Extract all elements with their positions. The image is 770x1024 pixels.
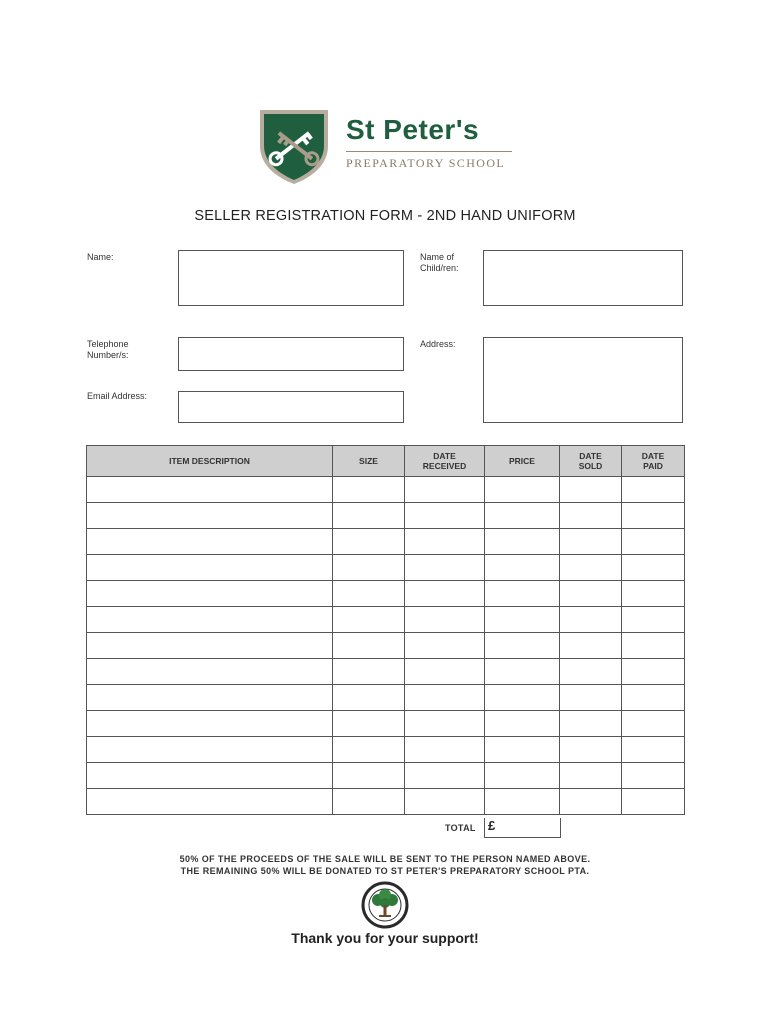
telephone-label [87, 339, 129, 361]
table-row [87, 659, 685, 685]
item-description-cell[interactable] [87, 529, 333, 555]
item-description-cell[interactable] [87, 633, 333, 659]
col-item-description: ITEM DESCRIPTION [87, 446, 333, 477]
size-cell[interactable] [333, 737, 405, 763]
price-cell[interactable] [485, 737, 560, 763]
size-cell[interactable] [333, 659, 405, 685]
children-label-line-2: Child/ren: [420, 263, 459, 273]
table-row [87, 529, 685, 555]
price-cell[interactable] [485, 763, 560, 789]
size-cell[interactable] [333, 607, 405, 633]
size-cell[interactable] [333, 711, 405, 737]
table-row [87, 503, 685, 529]
children-label [420, 252, 459, 274]
col-date-sold [560, 446, 622, 477]
date-received-cell[interactable] [405, 763, 485, 789]
size-cell[interactable] [333, 477, 405, 503]
table-row [87, 607, 685, 633]
total-currency-symbol: £ [488, 818, 496, 833]
col-date-paid [622, 446, 685, 477]
school-subtitle-wordmark: PREPARATORY SCHOOL [346, 156, 506, 170]
table-row [87, 581, 685, 607]
items-table [86, 445, 685, 815]
date-paid-cell[interactable] [622, 763, 685, 789]
date-received-cell[interactable] [405, 685, 485, 711]
date-paid-cell[interactable] [622, 581, 685, 607]
name-field[interactable] [178, 250, 404, 306]
item-description-cell[interactable] [87, 711, 333, 737]
date-sold-cell[interactable] [560, 581, 622, 607]
size-cell[interactable] [333, 789, 405, 815]
date-received-cell[interactable] [405, 503, 485, 529]
total-label: TOTAL [445, 823, 476, 833]
table-row [87, 789, 685, 815]
date-sold-cell[interactable] [560, 711, 622, 737]
col-date-paid-line-1: DATE [641, 451, 665, 461]
school-crest-logo [258, 108, 330, 186]
item-description-cell[interactable] [87, 607, 333, 633]
col-date-paid-line-2: PAID [643, 461, 663, 471]
form-title: SELLER REGISTRATION FORM - 2ND HAND UNIFORM [194, 208, 576, 224]
name-label: Name: [87, 252, 114, 262]
price-cell[interactable] [485, 789, 560, 815]
col-date-received-line-1: DATE [433, 451, 456, 461]
col-date-sold-line-2: SOLD [578, 461, 603, 471]
price-cell[interactable] [485, 503, 560, 529]
date-sold-cell[interactable] [560, 503, 622, 529]
date-paid-cell[interactable] [622, 711, 685, 737]
size-cell[interactable] [333, 529, 405, 555]
table-row [87, 763, 685, 789]
date-paid-cell[interactable] [622, 737, 685, 763]
date-paid-cell[interactable] [622, 529, 685, 555]
date-received-cell[interactable] [405, 477, 485, 503]
date-received-cell[interactable] [405, 581, 485, 607]
thank-you-message: Thank you for your support! [291, 930, 479, 946]
item-description-cell[interactable] [87, 659, 333, 685]
col-date-received-line-2: RECEIVED [422, 461, 467, 471]
price-cell[interactable] [485, 555, 560, 581]
telephone-field[interactable] [178, 337, 404, 371]
price-cell[interactable] [485, 529, 560, 555]
item-description-cell[interactable] [87, 763, 333, 789]
table-row [87, 737, 685, 763]
address-label: Address: [420, 339, 456, 349]
proceeds-note-line-2: THE REMAINING 50% WILL BE DONATED TO ST PETER'S PREPARATORY SCHOOL PTA. [180, 866, 590, 876]
school-name-wordmark: St Peter's [346, 114, 480, 145]
date-received-cell[interactable] [405, 737, 485, 763]
children-label-line-1: Name of [420, 252, 455, 262]
date-paid-cell[interactable] [622, 633, 685, 659]
date-received-cell[interactable] [405, 659, 485, 685]
date-received-cell[interactable] [405, 607, 485, 633]
date-paid-cell[interactable] [622, 477, 685, 503]
date-sold-cell[interactable] [560, 659, 622, 685]
size-cell[interactable] [333, 581, 405, 607]
price-cell[interactable] [485, 633, 560, 659]
size-cell[interactable] [333, 555, 405, 581]
date-sold-cell[interactable] [560, 633, 622, 659]
date-received-cell[interactable] [405, 555, 485, 581]
date-sold-cell[interactable] [560, 555, 622, 581]
item-description-cell[interactable] [87, 737, 333, 763]
date-sold-cell[interactable] [560, 763, 622, 789]
date-sold-cell[interactable] [560, 685, 622, 711]
telephone-label-line-1: Telephone [87, 339, 129, 349]
table-header-row [87, 446, 685, 477]
item-description-cell[interactable] [87, 503, 333, 529]
date-received-cell[interactable] [405, 711, 485, 737]
date-sold-cell[interactable] [560, 477, 622, 503]
date-paid-cell[interactable] [622, 607, 685, 633]
col-date-sold-line-1: DATE [579, 451, 602, 461]
price-cell[interactable] [485, 711, 560, 737]
total-field[interactable] [484, 818, 561, 838]
item-description-cell[interactable] [87, 555, 333, 581]
date-paid-cell[interactable] [622, 659, 685, 685]
table-row [87, 633, 685, 659]
size-cell[interactable] [333, 503, 405, 529]
email-field[interactable] [178, 391, 404, 423]
price-cell[interactable] [485, 607, 560, 633]
col-date-received [405, 446, 485, 477]
date-sold-cell[interactable] [560, 607, 622, 633]
telephone-label-line-2: Number/s: [87, 350, 129, 360]
price-cell[interactable] [485, 685, 560, 711]
logo-divider [346, 151, 512, 152]
size-cell[interactable] [333, 685, 405, 711]
date-paid-cell[interactable] [622, 503, 685, 529]
date-received-cell[interactable] [405, 633, 485, 659]
price-cell[interactable] [485, 477, 560, 503]
children-name-field[interactable] [483, 250, 683, 306]
date-sold-cell[interactable] [560, 529, 622, 555]
item-description-cell[interactable] [87, 477, 333, 503]
price-cell[interactable] [485, 581, 560, 607]
item-description-cell[interactable] [87, 581, 333, 607]
items-table-body [87, 477, 685, 815]
price-cell[interactable] [485, 659, 560, 685]
col-price: PRICE [485, 446, 560, 477]
date-received-cell[interactable] [405, 789, 485, 815]
date-paid-cell[interactable] [622, 685, 685, 711]
item-description-cell[interactable] [87, 789, 333, 815]
proceeds-note-line-1: 50% OF THE PROCEEDS OF THE SALE WILL BE SENT TO THE PERSON NAMED ABOVE. [179, 854, 591, 864]
table-row [87, 685, 685, 711]
item-description-cell[interactable] [87, 685, 333, 711]
table-row [87, 477, 685, 503]
table-row [87, 711, 685, 737]
email-label: Email Address: [87, 391, 148, 401]
col-size: SIZE [333, 446, 405, 477]
date-paid-cell[interactable] [622, 555, 685, 581]
size-cell[interactable] [333, 763, 405, 789]
date-sold-cell[interactable] [560, 737, 622, 763]
pta-tree-emblem [361, 881, 409, 929]
address-field[interactable] [483, 337, 683, 423]
date-paid-cell[interactable] [622, 789, 685, 815]
size-cell[interactable] [333, 633, 405, 659]
date-received-cell[interactable] [405, 529, 485, 555]
table-row [87, 555, 685, 581]
date-sold-cell[interactable] [560, 789, 622, 815]
